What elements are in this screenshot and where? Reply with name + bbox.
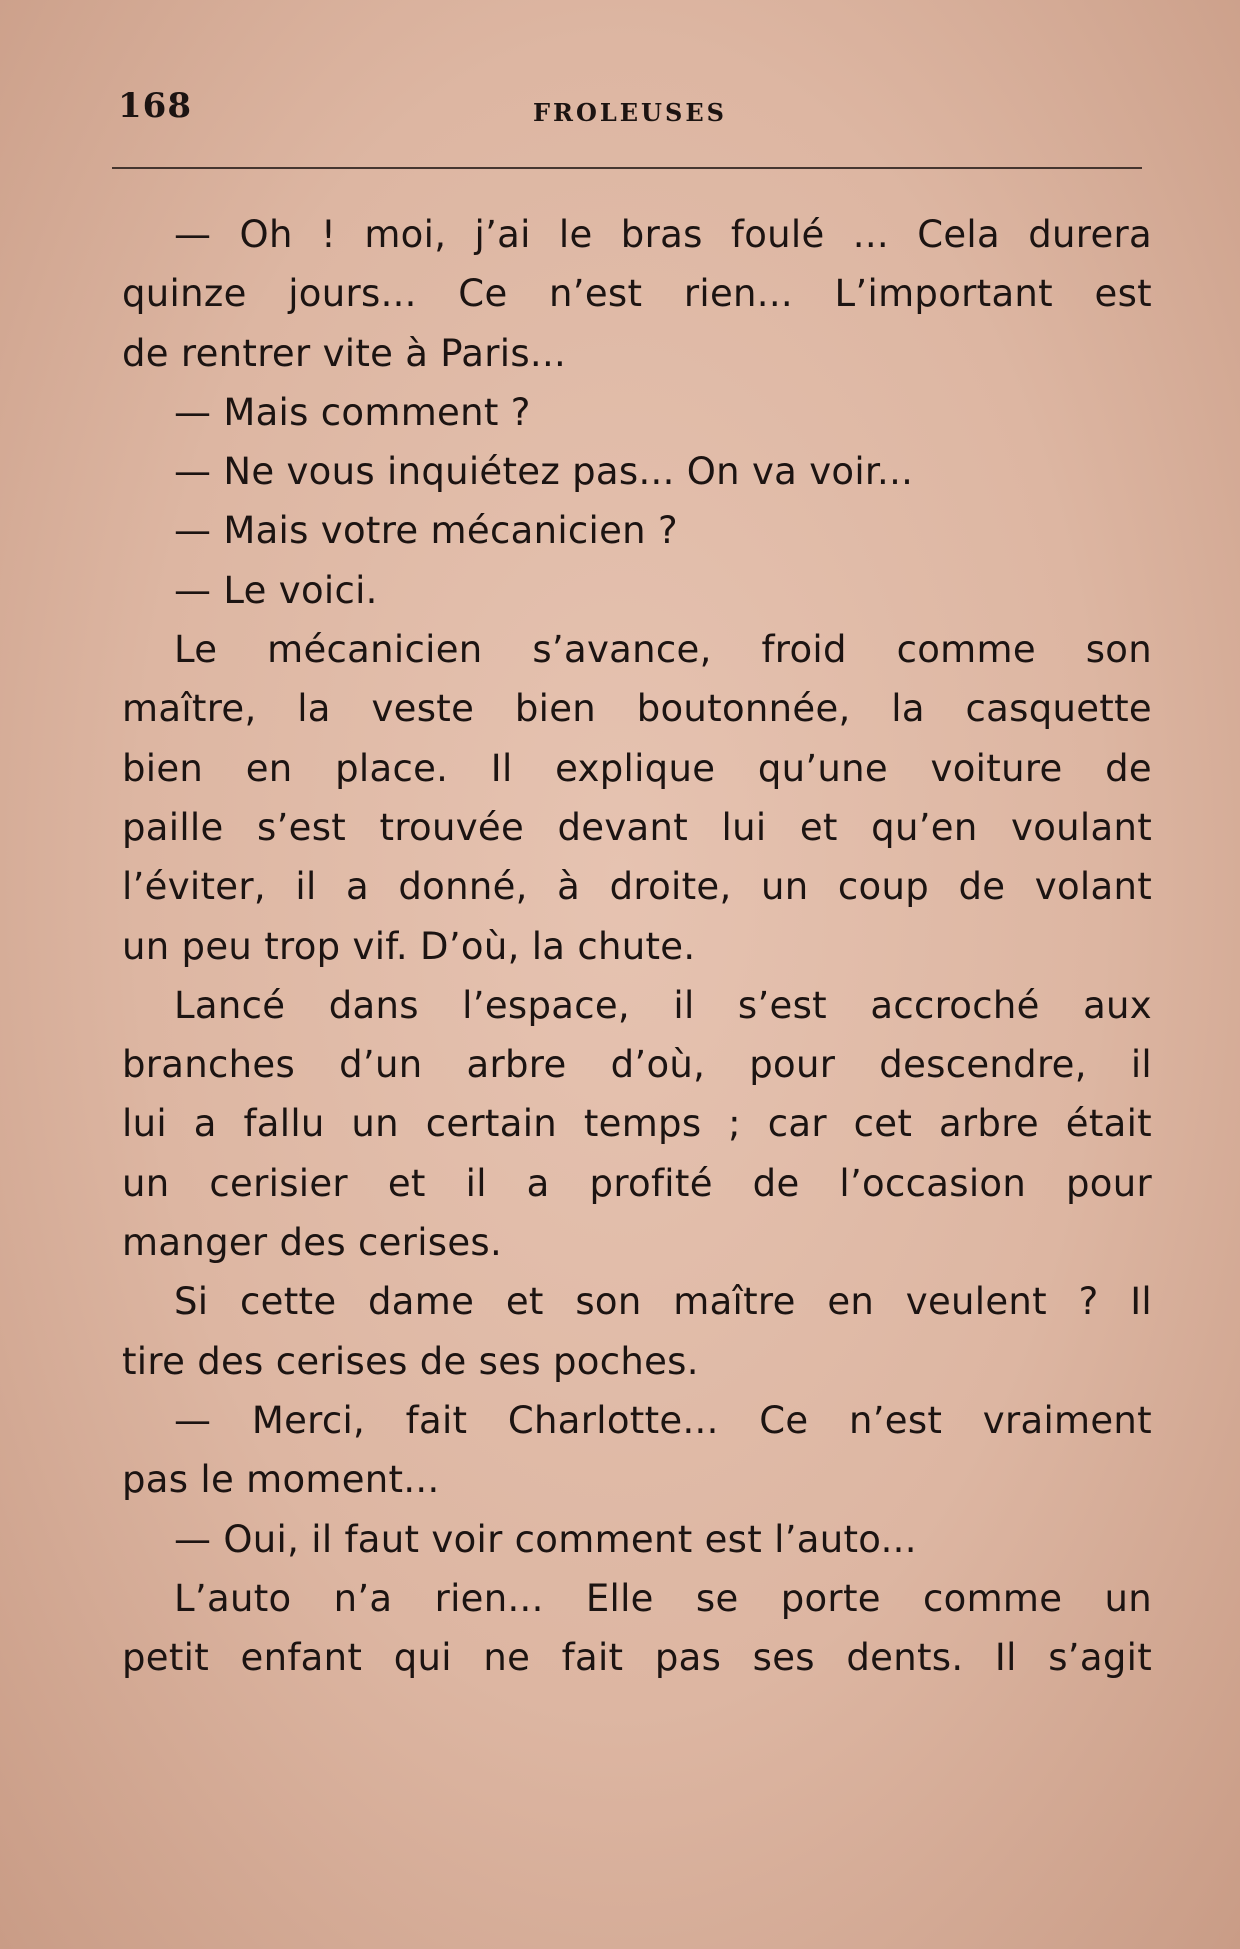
- text-line: lui a fallu un certain temps ; car cet arbre était: [122, 1102, 1152, 1146]
- text-line: — Mais votre mécanicien ?: [174, 509, 678, 553]
- text-line: pas le moment...: [122, 1458, 440, 1502]
- text-body: [122, 205, 1152, 1687]
- text-line: petit enfant qui ne fait pas ses dents. Il s’agit: [122, 1636, 1152, 1680]
- text-line: bien en place. Il explique qu’une voiture de: [122, 746, 1152, 790]
- running-head: [118, 86, 1148, 136]
- running-title: FROLEUSES: [533, 98, 727, 127]
- text-line: L’auto n’a rien... Elle se porte comme un: [174, 1576, 1152, 1620]
- text-line: — Oui, il faut voir comment est l’auto...: [174, 1517, 917, 1561]
- text-line: un peu trop vif. D’où, la chute.: [122, 924, 696, 968]
- text-line: un cerisier et il a profité de l’occasion pour: [122, 1161, 1152, 1205]
- text-line: — Oh ! moi, j’ai le bras foulé ... Cela durera: [174, 213, 1152, 256]
- page-number: 168: [118, 86, 192, 126]
- text-line: — Merci, fait Charlotte... Ce n’est vraiment: [174, 1398, 1152, 1442]
- text-line: tire des cerises de ses poches.: [122, 1339, 699, 1383]
- text-line: manger des cerises.: [122, 1221, 503, 1265]
- text-line: l’éviter, il a donné, à droite, un coup de volant: [122, 865, 1152, 909]
- text-line: paille s’est trouvée devant lui et qu’en voulant: [122, 805, 1152, 849]
- header-rule: [112, 167, 1142, 169]
- text-line: — Mais comment ?: [174, 390, 531, 434]
- text-line: Si cette dame et son maître en veulent ? Il: [174, 1280, 1152, 1324]
- text-line: — Le voici.: [174, 568, 378, 612]
- text-line: branches d’un arbre d’où, pour descendre, il: [122, 1043, 1152, 1087]
- text-line: Lancé dans l’espace, il s’est accroché aux: [174, 983, 1152, 1027]
- text-line: maître, la veste bien boutonnée, la casquette: [122, 687, 1152, 731]
- text-line: quinze jours... Ce n’est rien... L’important est: [122, 272, 1152, 316]
- text-line: de rentrer vite à Paris...: [122, 331, 567, 375]
- text-line: — Ne vous inquiétez pas... On va voir...: [174, 450, 914, 494]
- text-line: Le mécanicien s’avance, froid comme son: [174, 628, 1152, 672]
